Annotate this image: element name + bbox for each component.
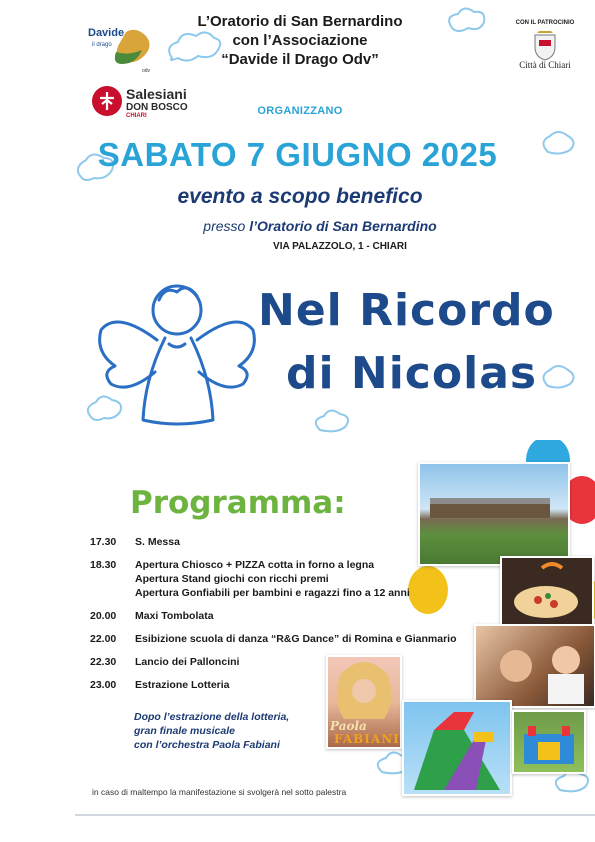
event-title-line2: di Nicolas [286, 348, 538, 399]
schedule-desc: S. Messa [135, 536, 180, 548]
finale-line: Dopo l’estrazione della lotteria, [134, 711, 290, 723]
organizzano-label: ORGANIZZANO [257, 105, 343, 117]
schedule-desc: Estrazione Lotteria [135, 679, 230, 691]
presso-prefix: presso [203, 218, 250, 234]
organizer-line: con l’Associazione [232, 32, 368, 49]
cloud-icon [543, 366, 573, 388]
schedule-time: 22.30 [90, 656, 117, 668]
patrocinio-label: CON IL PATROCINIO [515, 20, 575, 26]
salesiani-city: CHIARI [126, 113, 147, 119]
schedule-row [90, 609, 510, 623]
schedule-time: 18.30 [90, 559, 117, 571]
paola-first-name: Paola [330, 719, 367, 733]
schedule-desc: Apertura Chiosco + PIZZA cotta in forno a legna [135, 559, 375, 571]
organizer-line: “Davide il Drago Odv” [221, 51, 379, 68]
event-location [170, 218, 470, 234]
presso-place: l’Oratorio di San Bernardino [249, 218, 437, 234]
program-schedule [90, 535, 510, 701]
inflatable-slide-photo [402, 700, 512, 796]
event-subtitle: evento a scopo benefico [177, 185, 423, 208]
schedule-row [90, 678, 510, 692]
event-date: SABATO 7 GIUGNO 2025 [97, 136, 498, 173]
finale-note [134, 710, 289, 752]
schedule-row [90, 535, 510, 549]
cloud-icon [316, 410, 348, 431]
schedule-row [90, 558, 510, 600]
don-bosco-name: DON BOSCO [126, 102, 188, 113]
salesiani-name: Salesiani [126, 86, 187, 102]
cloud-icon [543, 132, 573, 154]
city-crest-icon [533, 31, 557, 61]
schedule-desc: Maxi Tombolata [135, 610, 214, 622]
bottom-divider [75, 814, 595, 816]
schedule-time: 22.00 [90, 633, 117, 645]
schedule-desc: Apertura Gonfiabili per bambini e ragazzi fino a 12 anni [135, 587, 410, 599]
pizza-photo [500, 556, 594, 628]
schedule-desc: Esibizione scuola di danza “R&G Dance” di Romina e Gianmario [135, 633, 457, 645]
paola-last-name: FABIANI [334, 732, 400, 746]
davide-logo-odv: odv [142, 68, 151, 74]
schedule-desc: Apertura Stand giochi con ricchi premi [135, 573, 329, 585]
schedule-row [90, 632, 510, 646]
schedule-desc: Lancio dei Palloncini [135, 656, 240, 668]
salesiani-emblem-icon [92, 86, 122, 116]
salesiani-don-bosco-logo [92, 84, 192, 120]
finale-line: gran finale musicale [134, 725, 235, 737]
cloud-icon [449, 8, 484, 31]
finale-line: con l’orchestra Paola Fabiani [134, 739, 280, 751]
schedule-time: 23.00 [90, 679, 117, 691]
schedule-row [90, 655, 510, 669]
schedule-time: 20.00 [90, 610, 117, 622]
bad-weather-note: in caso di maltempo la manifestazione si svolgerà nel sotto palestra [92, 787, 347, 797]
davide-logo-subtext: il drago [92, 42, 112, 48]
bouncy-castle-photo [512, 710, 586, 774]
organizers-heading [150, 12, 450, 69]
schedule-time: 17.30 [90, 536, 117, 548]
patrocinio-city: Città di Chiari [519, 60, 571, 70]
event-address: VIA PALAZZOLO, 1 - CHIARI [273, 241, 407, 252]
angel-illustration [95, 280, 260, 430]
davide-logo-text: Davide [88, 27, 125, 39]
organizer-line: L’Oratorio di San Bernardino [197, 13, 403, 30]
davide-il-drago-logo [86, 22, 158, 76]
program-heading: Programma: [130, 485, 346, 521]
event-title-line1: Nel Ricordo [258, 285, 555, 336]
patrocinio-block [505, 20, 585, 70]
